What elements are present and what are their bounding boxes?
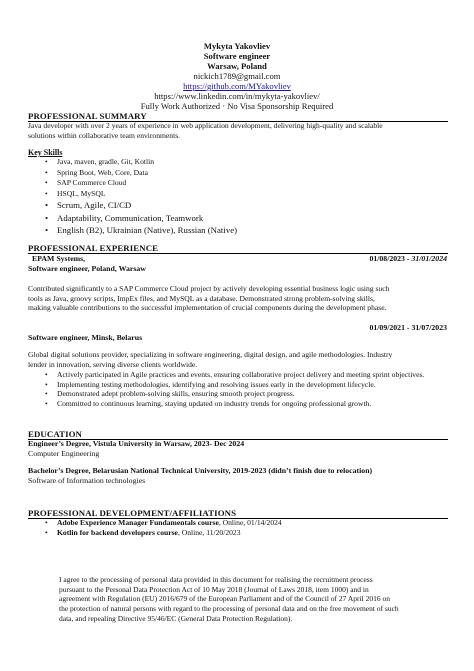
email: nickich1789@gmail.com — [193, 71, 281, 81]
summary-text: Java developer with over 2 years of experience in web application development, delivering high-quality and scalable solutions within collaborative team environments. — [28, 121, 383, 140]
linkedin-link[interactable]: https://www.linkedin.com/in/mykyta-yakovliev/ — [154, 91, 320, 101]
development-heading: PROFESSIONAL DEVELOPMENT/AFFILIATIONS — [28, 508, 237, 518]
job1-company: EPAM Systems, — [32, 254, 86, 263]
skills-list — [45, 157, 237, 236]
candidate-title: Software engineer — [203, 51, 271, 61]
degree-2: Bachelor’s Degree, Belarusian National Technical University, 2019-2023 (didn’t finish due to relocation) Software of Information technologies — [28, 466, 373, 485]
list-item: • Actively participated in Agile practices and events, ensuring collaborative project delivery and meeting sprint objectives. — [45, 370, 445, 380]
list-item: • Spring Boot, Web, Core, Data — [45, 168, 237, 179]
experience-heading: PROFESSIONAL EXPERIENCE — [28, 243, 159, 253]
job2-role: Software engineer, Minsk, Belarus — [28, 333, 143, 342]
job2-description: Global digital solutions provider, specializing in software engineering, digital design, and agile methodologies. Industry lender in innovation, serving diverse clients worldwide. — [28, 350, 393, 369]
list-item: • SAP Commerce Cloud — [45, 178, 237, 189]
list-item: • Java, maven, gradle, Git, Kotlin — [45, 157, 237, 168]
data-processing-consent: I agree to the processing of personal data provided in this document for realising the recruitment process pursuant to the Personal Data Protection Act of 10 May 2018 (Journal of Laws 2018, item 1000) and in agreement with Regulation (EU) 2016/679 of the European Parliament and of the Council of 27 April 2016 on the protection of natural persons with regard to the processing of personal data and on the free movement of such data, and repealing Directive 95/46/EC (General Data Protection Regulation). — [59, 575, 399, 623]
github-link-row — [0, 81, 474, 91]
degree-1: Engineer’s Degree, Vistula University in Warsaw, 2023- Dec 2024 Computer Engineering — [28, 439, 245, 458]
job1-role: Software engineer, Poland, Warsaw — [28, 264, 146, 273]
job1-description: Contributed significantly to a SAP Commerce Cloud project by actively developing essential business logic using such tools as Java, groovy scripts, ImpEx files, and MySQL as a database. Demonstrated strong problem-solving skills, making valuable contributions to the successful implementation of crucial components during the development phase. — [28, 284, 390, 313]
github-link[interactable]: https://github.com/MYakovliev — [183, 81, 291, 91]
list-item: • Committed to continuous learning, staying updated on industry trends for ongoing professional growth. — [45, 399, 445, 409]
list-item: • Adaptability, Communication, Teamwork — [45, 212, 237, 224]
list-item: • HSQL, MySQL — [45, 189, 237, 200]
list-item: • Implementing testing methodologies, identifying and resolving issues early in the development lifecycle. — [45, 380, 445, 390]
list-item: • Adobe Experience Manager Fundamentals course, Online, 01/14/2024 — [45, 518, 282, 528]
skills-heading: Key Skills — [28, 148, 63, 157]
job2-bullets — [45, 370, 445, 408]
list-item: • English (B2), Ukrainian (Native), Russian (Native) — [45, 224, 237, 236]
work-authorization: Fully Work Authorized · No Visa Sponsorship Required — [140, 101, 334, 111]
list-item: • Kotlin for backend developers course, Online, 11/20/2023 — [45, 528, 282, 538]
list-item: • Scrum, Agile, CI/CD — [45, 199, 237, 211]
education-heading: EDUCATION — [28, 429, 83, 439]
summary-heading: PROFESSIONAL SUMMARY — [28, 111, 147, 121]
development-list — [45, 518, 282, 538]
candidate-location: Warsaw, Poland — [207, 61, 267, 71]
job1-dates: 01/08/2023 - 31/01/2024 — [369, 254, 447, 263]
list-item: • Demonstrated adept problem-solving skills, ensuring smooth project progress. — [45, 389, 445, 399]
candidate-name: Mykyta Yakovliev — [203, 41, 271, 51]
job2-dates: 01/09/2021 - 31/07/2023 — [369, 323, 447, 332]
